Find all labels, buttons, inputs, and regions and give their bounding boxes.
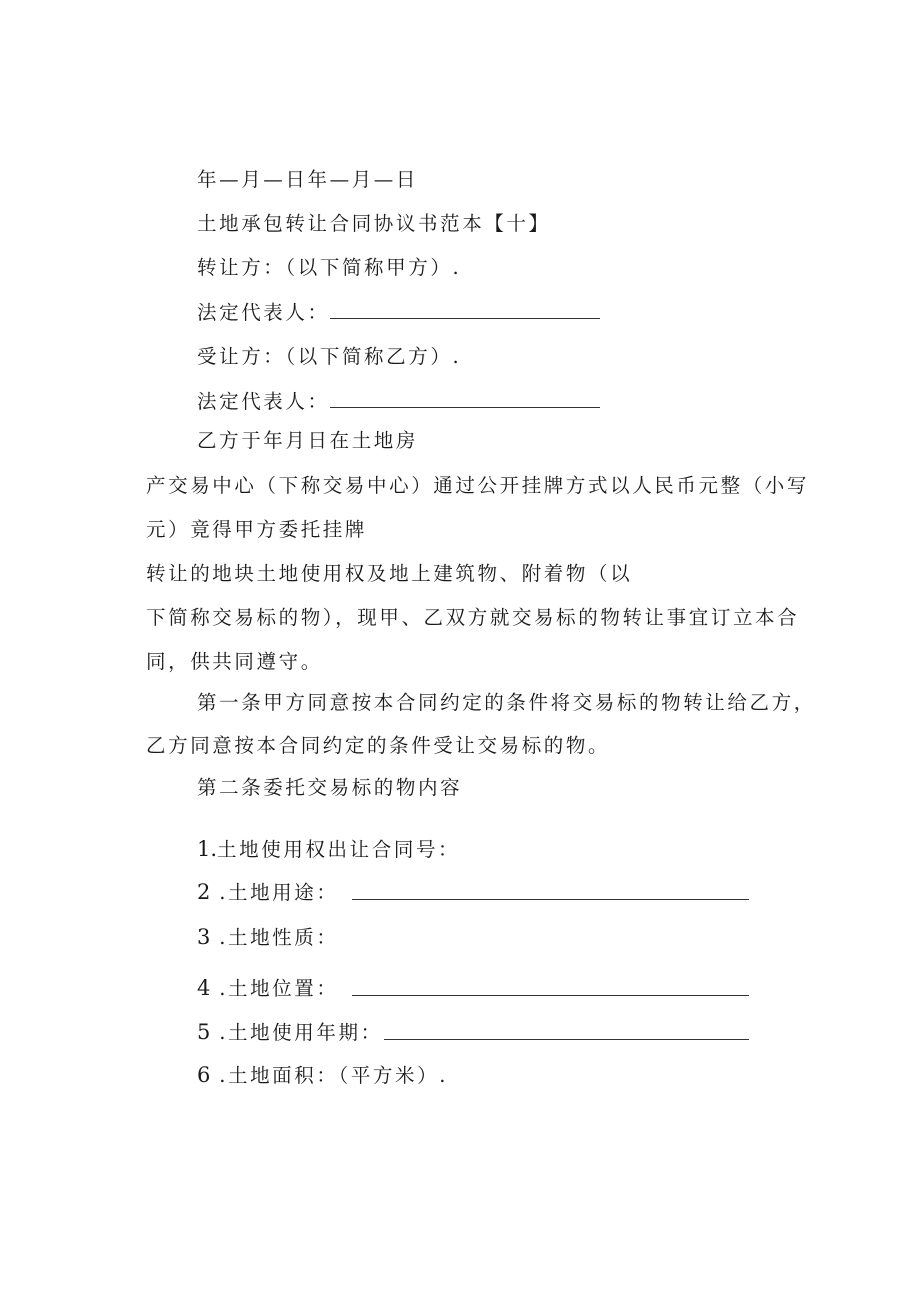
paragraph-1-line-2: 产交易中心（下称交易中心）通过公开挂牌方式以人民币元整（小写 xyxy=(146,474,810,497)
list-item-text: .土地用途： xyxy=(219,881,339,904)
paragraph-1-line-5: 下简称交易标的物），现甲、乙双方就交易标的物转让事宜订立本合 xyxy=(146,606,800,629)
paragraph-1-line-3: 元）竟得甲方委托挂牌 xyxy=(146,518,368,541)
transferor-line: 转让方：（以下简称甲方）. xyxy=(197,256,462,279)
legal-rep-blank-1 xyxy=(330,318,600,319)
land-location-blank xyxy=(352,995,749,996)
list-item-text: .土地位置： xyxy=(219,977,339,1000)
date-line: 年—月—日年—月—日 xyxy=(197,168,418,191)
transferee-line: 受让方：（以下简称乙方）. xyxy=(197,345,462,368)
legal-rep-label-1: 法定代表人： xyxy=(197,301,330,324)
legal-rep-label-2: 法定代表人： xyxy=(197,390,330,413)
document-title: 土地承包转让合同协议书范本【十】 xyxy=(197,212,551,235)
list-item xyxy=(197,975,339,1002)
paragraph-1-line-1: 乙方于年月日在土地房 xyxy=(197,429,419,452)
list-item xyxy=(197,836,460,863)
list-item-number: 6 xyxy=(197,1063,211,1087)
article-2-title: 第二条委托交易标的物内容 xyxy=(197,776,463,799)
list-item-text: .土地面积：（平方米）. xyxy=(219,1064,449,1087)
list-item xyxy=(197,924,339,951)
list-item-number: 4 xyxy=(197,976,211,1000)
article-1-line-2: 乙方同意按本合同约定的条件受让交易标的物。 xyxy=(146,734,611,757)
article-1-line-1: 第一条甲方同意按本合同约定的条件将交易标的物转让给乙方， xyxy=(197,691,816,714)
land-term-blank xyxy=(384,1039,749,1040)
list-item-text: 土地使用权出让合同号： xyxy=(217,838,461,861)
land-use-blank xyxy=(352,899,749,900)
list-item-number: 1. xyxy=(197,837,218,861)
list-item-number: 2 xyxy=(197,880,211,904)
legal-rep-blank-2 xyxy=(330,407,600,408)
list-item-text: .土地使用年期： xyxy=(219,1021,383,1044)
list-item-number: 3 xyxy=(197,925,211,949)
list-item xyxy=(197,1019,383,1046)
list-item-text: .土地性质： xyxy=(219,926,339,949)
list-item xyxy=(197,1062,448,1089)
paragraph-1-line-4: 转让的地块土地使用权及地上建筑物、附着物（以 xyxy=(146,562,633,585)
paragraph-1-line-6: 同，供共同遵守。 xyxy=(146,650,323,673)
list-item-number: 5 xyxy=(197,1020,211,1044)
list-item xyxy=(197,879,339,906)
